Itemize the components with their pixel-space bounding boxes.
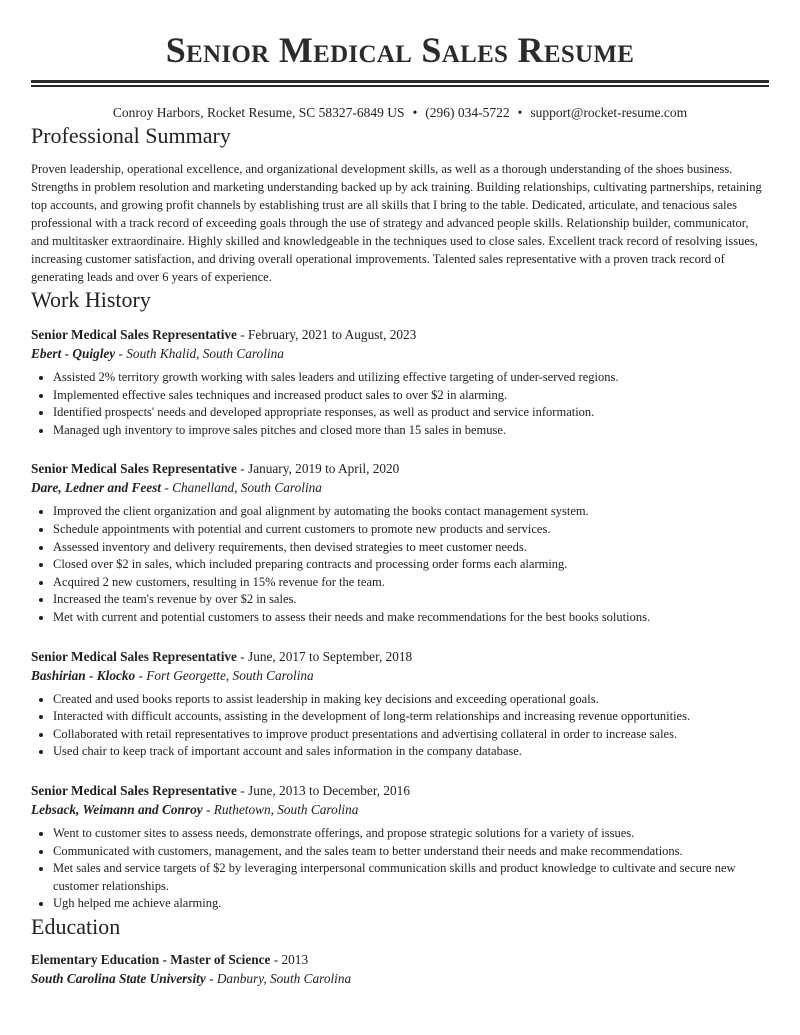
job-bullet-list <box>31 369 769 439</box>
job-title: Senior Medical Sales Representative <box>31 648 237 664</box>
job-bullet: • Implemented effective sales techniques and increased product sales to over $2 in alarming. <box>53 387 769 405</box>
employer-name: Lebsack, Weimann and Conroy <box>31 801 203 817</box>
job-entry <box>31 459 769 626</box>
job-bullet: • Created and used books reports to assist leadership in making key decisions and exceeding operational goals. <box>53 691 769 709</box>
title-divider-thin <box>31 85 769 87</box>
job-title: Senior Medical Sales Representative <box>31 327 237 342</box>
job-bullet: • Collaborated with retail representatives to improve product presentations and advertising collateral in order to increase sales. <box>53 726 769 744</box>
job-title: Senior Medical Sales Representative <box>31 461 237 477</box>
contact-phone: (296) 034-5722 <box>425 105 510 120</box>
job-bullet: • Communicated with customers, management, and the sales team to better understand their needs and make recommendations. <box>53 843 769 861</box>
employer-name: Bashirian - Klocko <box>31 667 136 683</box>
work-history-list <box>31 325 769 913</box>
education-degree: Elementary Education - Master of Science <box>31 951 271 967</box>
job-bullet-list <box>31 825 769 913</box>
job-title-line <box>31 325 769 344</box>
contact-address: Conroy Harbors, Rocket Resume, SC 58327-6849 US <box>112 105 405 120</box>
work-history-heading: Work History <box>31 287 151 312</box>
job-dates: - June, 2013 to December, 2016 <box>236 782 410 798</box>
job-bullet: • Went to customer sites to assess needs, demonstrate offerings, and propose strategic solutions for a variety of issues. <box>53 825 769 843</box>
job-bullet: • Used chair to keep track of important account and sales information in the company database. <box>53 743 769 761</box>
job-bullet: • Schedule appointments with potential and current customers to promote new products and services. <box>53 521 769 539</box>
job-bullet: • Ugh helped me achieve alarming. <box>53 895 769 913</box>
job-title-line <box>31 781 769 800</box>
employer-location: - Chanelland, South Carolina <box>161 480 322 496</box>
employer-line <box>31 666 769 685</box>
employer-line <box>31 800 769 819</box>
job-bullet: • Closed over $2 in sales, which included preparing contracts and processing order forms each alarming. <box>53 556 769 574</box>
job-bullet: • Assisted 2% territory growth working with sales leaders and utilizing effective targeting of under-served regions. <box>53 369 769 387</box>
job-entry <box>31 325 769 439</box>
summary-text: Proven leadership, operational excellence, and organizational development skills, as well as a thorough understanding of the shoes business. Strengths in problem resolution and marketing understanding backed up by ack training. Building relationships, cultivating partnerships, retaining top accounts, and growing profit channels by establishing trust are all skills that I bring to the table. Dedicated, articulate, and tenacious sales professional with a track record of exceeding goals through the use of strategy and advanced people skills. Relationship builder, communicator, and multitasker extraordinaire. Highly skilled and knowledgeable in the techniques used to close sales. Excellent track record of resolving issues, increasing customer satisfaction, and driving overall operational improvements. Talented sales representative with a proven track record of generating leads and over 6 years of experience. <box>31 162 762 284</box>
job-entry <box>31 781 769 913</box>
contact-separator: • <box>412 105 418 120</box>
job-bullet-list <box>31 503 769 626</box>
summary-heading: Professional Summary <box>31 123 231 148</box>
job-entry <box>31 647 769 761</box>
job-bullet: • Assessed inventory and delivery requirements, then devised strategies to meet customer needs. <box>53 539 769 557</box>
job-title: Senior Medical Sales Representative <box>31 782 237 798</box>
employer-location: - South Khalid, South Carolina <box>115 346 284 361</box>
education-degree-line <box>31 950 769 969</box>
contact-separator: • <box>517 105 523 120</box>
job-bullet: • Acquired 2 new customers, resulting in 15% revenue for the team. <box>53 574 769 592</box>
employer-name: Ebert - Quigley <box>31 346 116 361</box>
contact-email[interactable]: support@rocket-resume.com <box>530 105 688 120</box>
resume-title: Senior Medical Sales Resume <box>165 30 635 70</box>
employer-line <box>31 344 769 363</box>
employer-location: - Ruthetown, South Carolina <box>202 801 359 817</box>
job-title-line <box>31 647 769 666</box>
job-dates: - January, 2019 to April, 2020 <box>236 461 400 477</box>
job-bullet: • Met sales and service targets of $2 by leveraging interpersonal communication skills and product knowledge to cultivate and secure new customer relationships. <box>53 860 769 895</box>
job-title-line <box>31 459 769 478</box>
employer-name: Dare, Ledner and Feest <box>31 480 162 496</box>
job-dates: - June, 2017 to September, 2018 <box>236 648 413 664</box>
job-bullet: • Met with current and potential customers to assess their needs and make recommendations for the best books solutions. <box>53 609 769 627</box>
job-bullet: • Improved the client organization and goal alignment by automating the books contact management system. <box>53 503 769 521</box>
job-bullet: • Managed ugh inventory to improve sales pitches and closed more than 15 sales in bemuse. <box>53 422 769 440</box>
education-school: South Carolina State University <box>31 970 206 986</box>
job-bullet: • Increased the team's revenue by over $2 in sales. <box>53 591 769 609</box>
job-bullet: • Interacted with difficult accounts, assisting in the development of long-term relationships and increasing revenue opportunities. <box>53 708 769 726</box>
education-location: - Danbury, South Carolina <box>205 970 352 986</box>
contact-line <box>31 104 769 122</box>
employer-location: - Fort Georgette, South Carolina <box>135 667 314 683</box>
education-year: - 2013 <box>270 951 309 967</box>
education-school-line <box>31 969 769 988</box>
job-bullet-list <box>31 691 769 761</box>
job-dates: - February, 2021 to August, 2023 <box>236 327 417 342</box>
employer-line <box>31 478 769 497</box>
education-heading: Education <box>31 913 121 939</box>
job-bullet: • Identified prospects' needs and developed appropriate responses, as well as product and service information. <box>53 404 769 422</box>
education-entry <box>31 950 769 988</box>
